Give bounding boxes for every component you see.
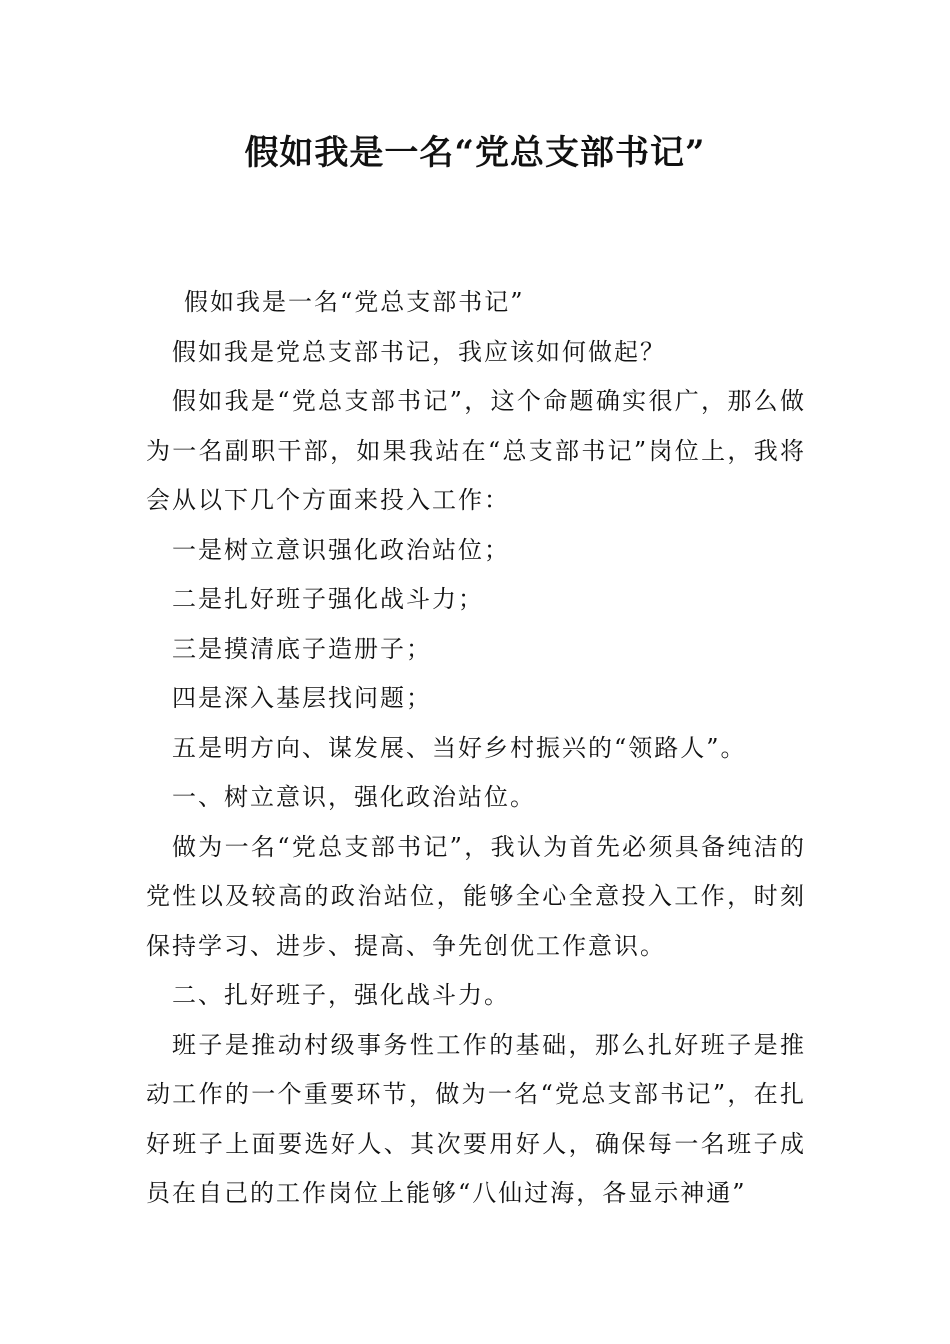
paragraph-question: 假如我是党总支部书记，我应该如何做起？ (172, 337, 666, 366)
section-body-1: 做为一名“党总支部书记”，我认为首先必须具备纯洁的党性以及较高的政治站位，能够全心全意投入工作，时刻保持学习、进步、提高、争先创优工作意识。 (146, 832, 806, 960)
paragraph-repeat-title: 假如我是一名“党总支部书记” (184, 288, 525, 316)
paragraph-intro: 假如我是“党总支部书记”，这个命题确实很广，那么做为一名副职干部，如果我站在“总支部书记”岗位上，我将会从以下几个方面来投入工作： (146, 387, 806, 514)
paragraph-point-4: 四是深入基层找问题； (172, 684, 432, 712)
paragraph-point-5: 五是明方向、谋发展、当好乡村振兴的“领路人”。 (172, 733, 747, 762)
document-body (146, 278, 806, 1219)
paragraph-point-3: 三是摸清底子造册子； (172, 634, 432, 663)
section-heading-1: 一、树立意识，强化政治站位。 (172, 783, 536, 811)
section-heading-2: 二、扎好班子，强化战斗力。 (172, 981, 510, 1009)
paragraph-point-2: 二是扎好班子强化战斗力； (172, 585, 484, 613)
document-title: 假如我是一名“党总支部书记” (244, 133, 706, 173)
paragraph-point-1: 一是树立意识强化政治站位； (172, 535, 510, 564)
section-body-2: 班子是推动村级事务性工作的基础，那么扎好班子是推动工作的一个重要环节，做为一名“党总支部书记”，在扎好班子上面要选好人、其次要用好人，确保每一名班子成员在自己的工作岗位上能够“八仙过海，各显示神通” (146, 1030, 806, 1207)
